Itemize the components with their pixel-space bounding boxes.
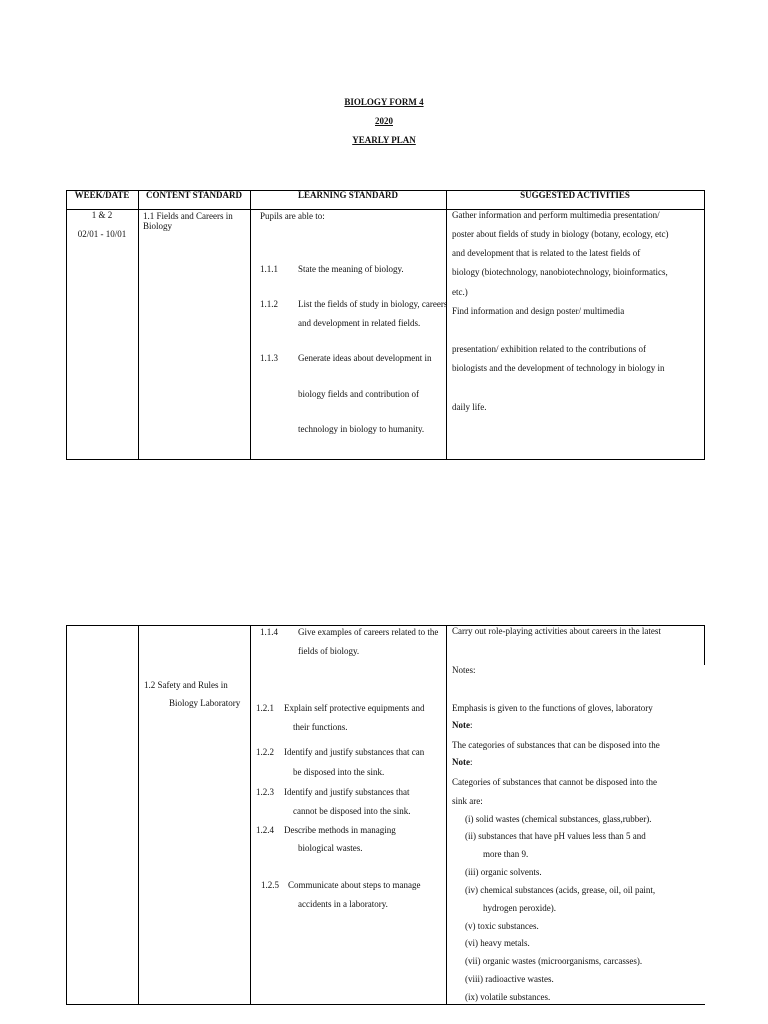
ls-number: 1.1.4	[260, 627, 278, 637]
ls-text: their functions.	[293, 722, 348, 732]
activity-line: Categories of substances that cannot be disposed into the	[452, 777, 657, 787]
col-header-learning: LEARNING STANDARD	[297, 190, 399, 200]
activity-line: and development that is related to the latest fields of	[452, 248, 641, 258]
activity-line: Gather information and perform multimedia presentation/	[452, 210, 660, 220]
table1-col-line	[446, 190, 447, 460]
table2-col-line	[138, 625, 139, 1005]
waste-list-item: (ii) substances that have pH values less than 5 and	[465, 831, 646, 841]
content-standard-title: 1.1 Fields and Careers in	[143, 211, 233, 221]
table1-col-line	[138, 190, 139, 460]
activity-line: Find information and design poster/ multimedia	[452, 306, 625, 316]
table2-col-line	[250, 625, 251, 1005]
table1-bottom-border	[66, 459, 705, 460]
ls-text: accidents in a laboratory.	[298, 899, 388, 909]
activity-line: Carry out role-playing activities about careers in the latest	[452, 626, 661, 636]
waste-list-item: (v) toxic substances.	[465, 921, 539, 931]
ls-number: 1.2.1	[256, 703, 274, 713]
ls-text: and development in related fields.	[298, 318, 421, 328]
waste-list-item: (vii) organic wastes (microorganisms, carcasses).	[465, 956, 643, 966]
ls-text: Generate ideas about development in	[298, 353, 432, 363]
notes-label: Notes:	[452, 665, 476, 675]
col-header-content: CONTENT STANDARD	[146, 190, 242, 200]
note-label: Note:	[452, 720, 473, 730]
ls-number: 1.2.3	[256, 787, 274, 797]
ls-number: 1.2.4	[256, 825, 274, 835]
activity-line: daily life.	[452, 402, 487, 412]
ls-text: biological wastes.	[298, 843, 363, 853]
waste-list-item: (iii) organic solvents.	[465, 867, 542, 877]
doc-title: BIOLOGY FORM 4	[344, 97, 424, 107]
ls-text: State the meaning of biology.	[298, 264, 404, 274]
ls-text: biology fields and contribution of	[298, 389, 419, 399]
waste-list-item: more than 9.	[483, 849, 529, 859]
ls-text: Give examples of careers related to the	[298, 627, 439, 637]
ls-number: 1.1.3	[260, 353, 278, 363]
waste-list-item: (viii) radioactive wastes.	[465, 974, 554, 984]
waste-list-item: (iv) chemical substances (acids, grease, oil, oil paint,	[465, 885, 656, 895]
ls-text: Explain self protective equipments and	[284, 703, 425, 713]
ls-text: be disposed into the sink.	[293, 767, 385, 777]
ls-text: Identify and justify substances that can	[284, 747, 425, 757]
table2-bottom-border	[66, 1004, 705, 1005]
activity-line: The categories of substances that can be disposed into the	[452, 740, 660, 750]
col-header-week: WEEK/DATE	[74, 190, 130, 200]
activity-line: biology (biotechnology, nanobiotechnology, bioinformatics,	[452, 267, 668, 277]
waste-list-item: (vi) heavy metals.	[465, 938, 530, 948]
activity-line: poster about fields of study in biology (botany, ecology, etc)	[452, 229, 669, 239]
ls-number: 1.2.2	[256, 747, 274, 757]
doc-subtitle: YEARLY PLAN	[352, 135, 416, 145]
table2-col-line	[446, 625, 447, 1005]
table2-col-line	[704, 625, 705, 665]
ls-text: Communicate about steps to manage	[288, 880, 421, 890]
activity-line: biologists and the development of technology in biology in	[452, 363, 665, 373]
waste-list-item: (i) solid wastes (chemical substances, glass,rubber).	[465, 814, 652, 824]
ls-text: Identify and justify substances that	[284, 787, 410, 797]
ls-number: 1.1.1	[260, 264, 278, 274]
ls-text: technology in biology to humanity.	[298, 424, 425, 434]
ls-number: 1.2.5	[261, 880, 279, 890]
ls-number: 1.1.2	[260, 299, 278, 309]
content-standard-title-cont: Biology Laboratory	[169, 698, 241, 708]
waste-list-item: (ix) volatile substances.	[465, 992, 551, 1002]
content-standard-title-cont: Biology	[143, 221, 173, 231]
activity-line: presentation/ exhibition related to the contributions of	[452, 344, 646, 354]
learning-intro: Pupils are able to:	[260, 211, 325, 221]
table1-col-line	[250, 190, 251, 460]
content-standard-title: 1.2 Safety and Rules in	[144, 680, 228, 690]
ls-text: Describe methods in managing	[284, 825, 396, 835]
note-label: Note:	[452, 757, 473, 767]
table1-col-line	[704, 190, 705, 460]
activity-line: sink are:	[452, 796, 483, 806]
ls-text: cannot be disposed into the sink.	[293, 806, 411, 816]
ls-text: List the fields of study in biology, careers	[298, 299, 448, 309]
week-date: 02/01 - 10/01	[77, 229, 127, 239]
waste-list-item: hydrogen peroxide).	[483, 903, 556, 913]
ls-text: fields of biology.	[298, 646, 360, 656]
col-header-activities: SUGGESTED ACTIVITIES	[520, 190, 630, 200]
doc-year: 2020	[375, 116, 393, 126]
week-number: 1 & 2	[91, 210, 113, 220]
table2-col-line	[66, 625, 67, 1005]
activity-line: Emphasis is given to the functions of gloves, laboratory	[452, 703, 653, 713]
activity-line: etc.)	[452, 287, 468, 297]
